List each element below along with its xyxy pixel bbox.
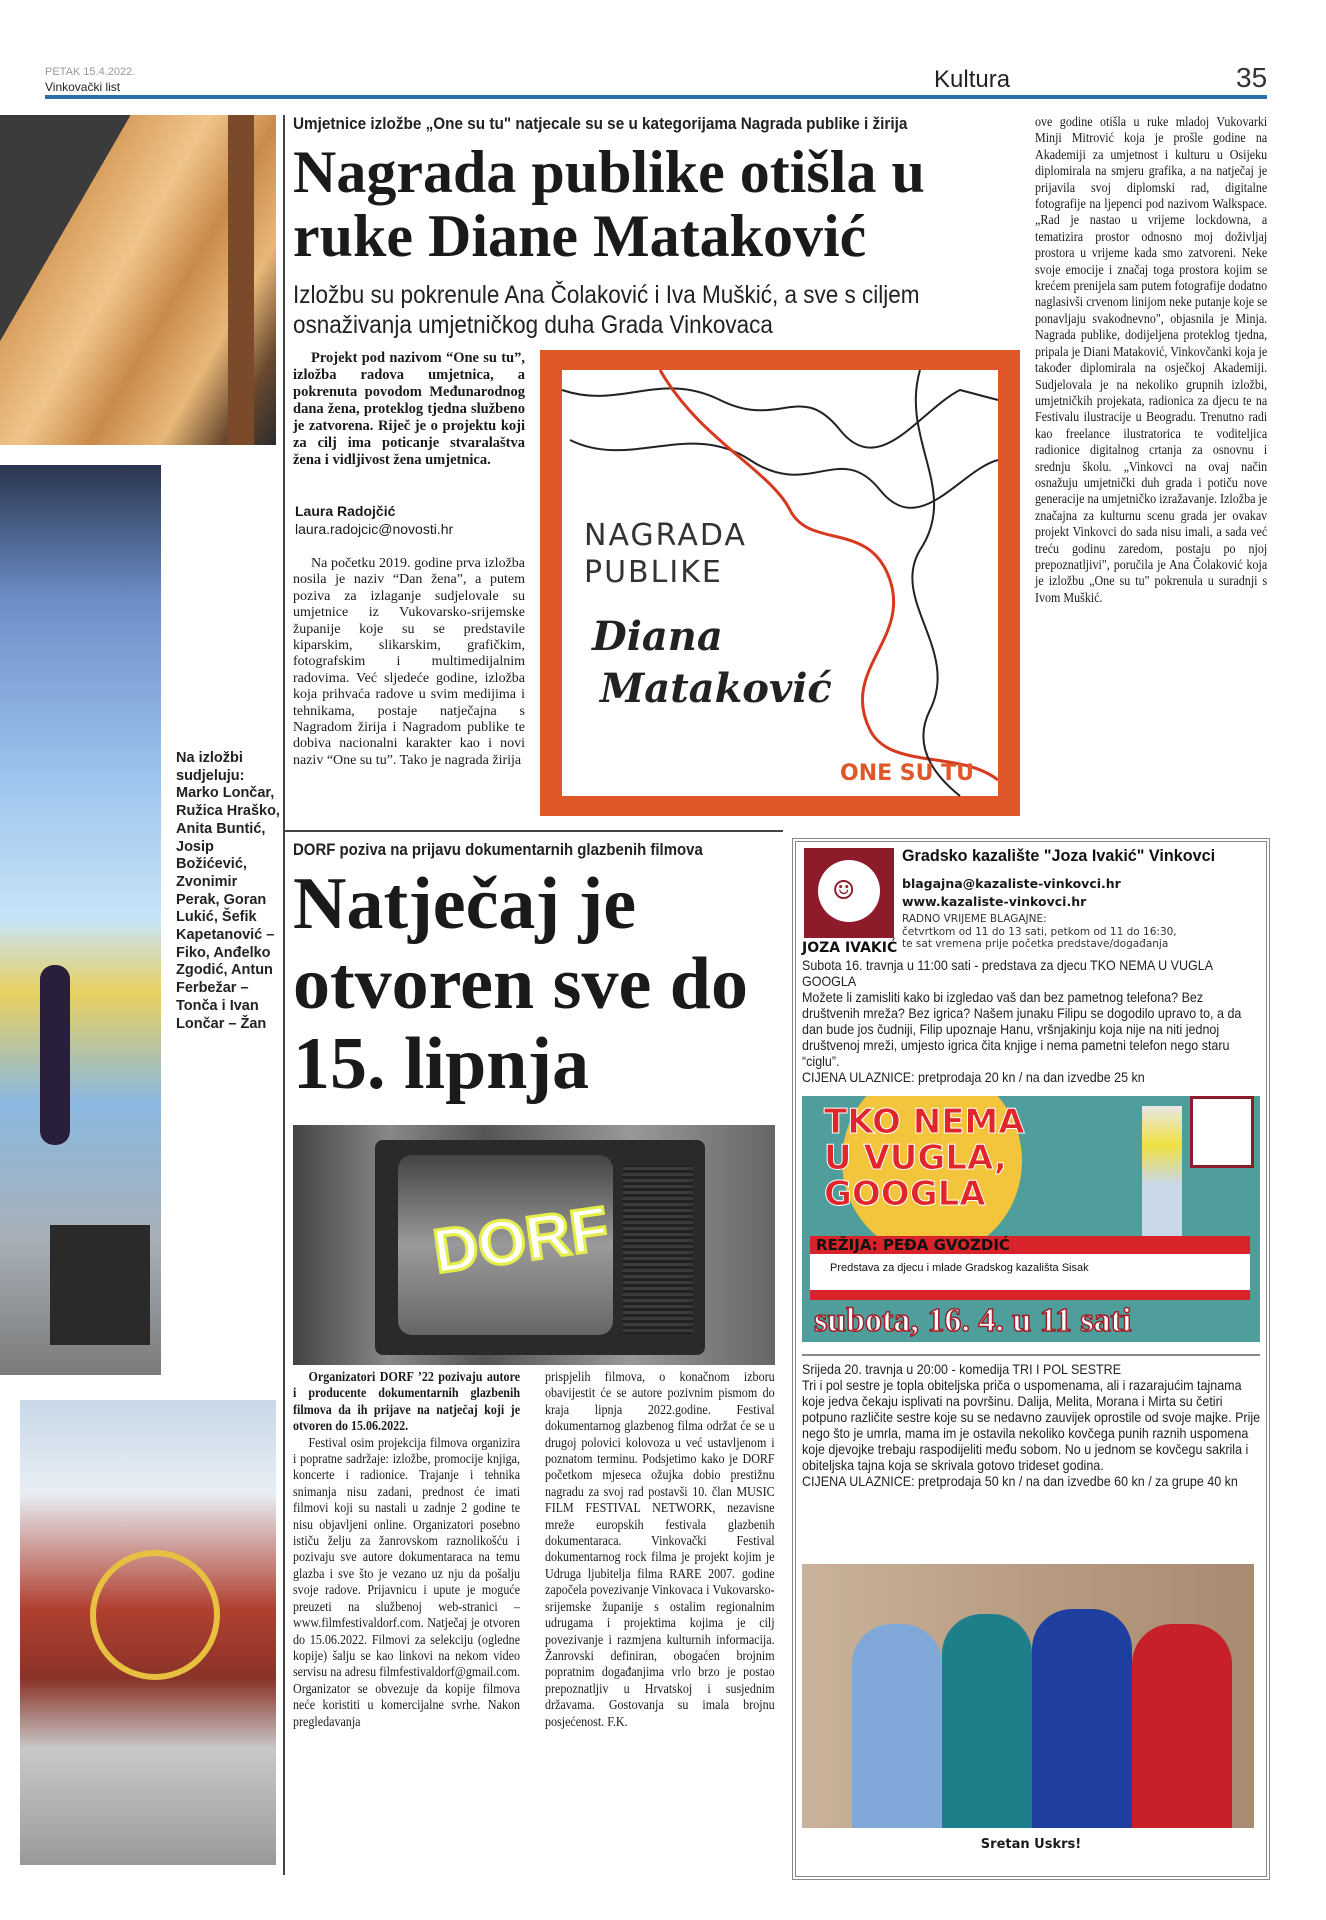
exhibitors-caption: Na izložbi sudjeluju: Marko Lončar, Ružica Hraško, Anita Buntić, Josip Božićević, Zvonimir Perak, Goran Lukić, Šefik Kapetanović – Fiko, Anđelko Zgodić, Antun Ferbežar – Tonča i Ivan Lončar – Žan [176,750,280,1032]
poster-footer: ONE SU TU [840,761,975,786]
article1-subhead: Izložbu su pokrenule Ana Čolaković i Iva Muškić, a sve s ciljem osnaživanja umjetničkog duha Grada Vinkovaca [293,281,920,339]
poster-title-line2: PUBLIKE [584,555,723,590]
event2-description: Tri i pol sestre je topla obiteljska priča o uspomenama, ali i razarajućim tajnama koje jedva čekaju isplivati na površinu. Dalija, Melita, Morana i Mirta su četiri potpuno različite sestre koje su se nedavno zauvijek oprostile od svoje majke. Prije nego što je umrla, mama im je ostavila nekoliko kovčega punih raznih uspomena koje djevojke trebaju raspodijeliti među sobom. No u jednom se kovčegu sakrila i obiteljska tajna koja se skrivala gotovo trideset godina. [802,1378,1261,1473]
guitar-photo [0,115,276,445]
section-divider [283,830,783,832]
nagrada-publike-poster [540,350,1020,816]
stage-photo [0,465,161,1375]
issue-date: PETAK 15.4.2022. [45,66,136,78]
box-office-label: RADNO VRIJEME BLAGAJNE: [902,913,1047,925]
theatre-email[interactable]: blagajna@kazaliste-vinkovci.hr [902,876,1121,891]
three-and-half-sisters-photo [802,1564,1254,1828]
art-club-photo [20,1400,276,1865]
article1-body-col2 [1035,115,1267,607]
article1-headline: Nagrada publike otišla u ruke Diane Mataković [293,139,925,269]
theatre-logo: ☺ [804,848,894,938]
paragraph: Festival osim projekcija filmova organizira i popratne sadržaje: izložbe, promocije knjiga, koncerte i radionice. Trajanje i tehnika snimanja nisu zadani, prednost će imati filmovi koji su nastali u zadnje 2 godine te nisu objavljeni online. Organizatori posebno ističu želju za žanrovskom raznolikošću i pozivaju sve autore dokumentaraca na temu glazba i sve što je vezano uz nju da pošalju svoje radove. Prijavnicu i upute je moguće preuzeti na službenoj web-stranici – www.filmfestivaldorf.com. Natječaj je otvoren do 15.06.2022. Filmovi za selekciju (ogledne kopije) šalju se kao linkovi na nekom video servisu na adresu filmfestivaldorf@gmail.com. Organizator se obvezuje da kopije filmova neće koristiti u komercijalne svrhe. Nakon pregledavanja [293,1435,521,1730]
paragraph: prispjelih filmova, o konačnom izboru obavijestit će se autore pozivnim pismom do kraja lipnja 2022.godine. Festival dokumentarnog glazbenog filma održat će se u drugoj polovici kolovoza u već ustavljenom i poznatom terminu. Podsjetimo kako je DORF početkom mjeseca ožujka dobio prestižnu nagradu za svoj rad postavši 10. član MUSIC FILM FESTIVAL NETWORK, nezavisne mreže europskih festivala glazbenih dokumentaraca. Vinkovački Festival dokumentarnog rock filma je projekt kojim je Udruga ljubitelja filma RARE 2007. godine započela povezivanje Vinkovaca i Vukovarsko-srijemske županije s ostalim regionalnim udrugama i projektima kojima je cilj povezivanje i razmjena kulturnih informacija. Žanrovski definiran, obogaćen brojnim popratnim događanjima vrlo brzo je postao prepoznatljiv u Hrvatskoj i susjednim državama. Gostovanja su imala brojnu posjećenost. F.K. [545,1370,775,1730]
paragraph: ove godine otišla u ruke mladoj Vukovarki Minji Mitrović koja je prošle godine na Akademiji za umjetnost i kulturu u Osijeku diplomirala na smjeru grafika, a na natječaj je prijavila svoj diplomski rad, digitalne fotografije na ljepenci pod nazivom Walkspace. „Rad je nastao u vrijeme lockdowna, a tematizira prostor odnosno moj doživljaj prostora u vrijeme kada smo zatvoreni. Neke svoje emocije i značaj toga prostora kojim se krećem prenijela sam putem fotografije dodatno naglasivši crvenom linijom neke putanje koje se ponavljaju svakodnevno", objasnila je Minja. Nagrada publike, dodijeljena proteklog tjedna, pripala je Diani Mataković, Vinkovčanki koja je također diplomirala na osječkoj Akademiji. Sudjelovala je na nekoliko grupnih izložbi, umjetničkih projekata, radionica za djecu te na Festivalu ilustracije u Beogradu. Trenutno radi kao freelance ilustratorica te voditeljica radionice digitalnog crtanja za osnovnu i srednju školu. „Vinkovci na ovaj način osnažuju umjetnički duh grada i potiču nove generacije na umjetničko izražavanje. Izložba je značajna za kulturnu scenu grada jer ovakav projekt Vinkovci do sada nisu imali, a sada već treću godinu zaredom, postaju po njoj prepoznatljivi", poručila je Ana Čolaković koja je izložbu „One su tu" pokrenula u suradnji s Ivom Muškić. [1035,115,1268,606]
theatre-website[interactable]: www.kazaliste-vinkovci.hr [902,894,1087,909]
poster-date: subota, 16. 4. u 11 sati [814,1302,1132,1339]
author-email[interactable]: laura.radojcic@novosti.hr [295,521,454,537]
dorf-tv-photo [293,1125,775,1365]
event2-title: Srijeda 20. travnja u 20:00 - komedija TRI I POL SESTRE [802,1362,1122,1377]
theatre-title: Gradsko kazalište "Joza Ivakić" Vinkovci [902,846,1216,865]
article1-kicker: Umjetnice izložbe „One su tu" natjecale su se u kategorijama Nagrada publike i žirija [293,114,908,133]
article2-lead: Organizatori DORF ’22 pozivaju autore i producente dokumentarnih glazbenih filmova da ih prijave na natječaj koji je otvoren do 15.06.2022. [293,1370,521,1435]
tko-nema-poster [802,1096,1260,1342]
poster-title-line: GOOGLA [824,1174,986,1214]
poster-title [824,1104,1025,1212]
article1-lead: Projekt pod nazivom “One su tu”, izložba radova umjetnica, a pokrenuta povodom Međunarodnog dana žena, proteklog tjedna službeno je zatvorena. Riječ je o projektu koji za cilj ima poticanje stvaralaštva žena i vidljivost žena umjetnica. [293,350,525,468]
event1-title: Subota 16. travnja u 11:00 sati - predstava za djecu TKO NEMA U VUGLA GOOGLA [802,958,1213,989]
photo-caption: Sretan Uskrs! [980,1837,1082,1852]
article2-headline: Natječaj je otvoren sve do 15. lipnja [293,863,748,1105]
poster-director: REŽIJA: PEĐA GVOZDIĆ [816,1236,1010,1254]
column-divider [283,115,285,1875]
poster-artist-last: Mataković [600,665,832,712]
article2-body-col2 [545,1370,775,1731]
newspaper-name: Vinkovački list [45,80,121,94]
poster-artist-first: Diana [592,613,723,660]
poster-title-line1: NAGRADA [584,518,747,553]
poster-title-line: U VUGLA, [824,1138,1007,1178]
dorf-logo: DORF [429,1194,613,1287]
event2 [802,1362,1262,1490]
author-name: Laura Radojčić [295,503,396,519]
article2-kicker: DORF poziva na prijavu dokumentarnih glazbenih filmova [293,840,703,859]
poster-subtitle: Predstava za djecu i mlade Gradskog kazališta Sisak [830,1262,1089,1274]
theatre-logo-small [1190,1096,1254,1168]
theatre-ad [792,838,1270,1880]
event1 [802,958,1262,1086]
event1-description: Možete li zamisliti kako bi izgledao vaš dan bez pametnog telefona? Bez društvenih mreža? Bez igrica? Našem junaku Filipu se dogodilo upravo to, a da dan bude jos čudniji, Filip upoznaje Hanu, vršnjakinju koja nije na niti jednoj društvenoj mreži, umjesto igrica čita knjige i nema pametni telefon nego staru “ciglu”. [802,990,1242,1069]
event1-price: CIJENA ULAZNICE: pretprodaja 20 kn / na dan izvedbe 25 kn [802,1070,1145,1085]
theatre-logo-text: JOZA IVAKIĆ [802,940,898,956]
box-office-hours: četvrtkom od 11 do 13 sati, petkom od 11 do 16:30, [902,926,1177,938]
article2-body-col1 [293,1370,520,1731]
article1-body-col1 [293,556,525,769]
event2-price: CIJENA ULAZNICE: pretprodaja 50 kn / na dan izvedbe 60 kn / za grupe 40 kn [802,1474,1238,1489]
poster-title-line: TKO NEMA [824,1102,1025,1142]
section-title: Kultura [934,66,1011,93]
paragraph: Na početku 2019. godine prva izložba nosila je naziv “Dan žena”, a putem poziva za izlaganje sudjelovale su umjetnice iz Vukovarsko-srijemske županije koje su se predstavile kiparskim, slikarskim, grafičkim, fotografskim i multimedijalnim radovima. Već sljedeće godine, izložba koja prihvaća radove u svim medijima i tehnikama, postaje natječajna s Nagradom žirija i Nagradom publike te dobiva nacionalni karakter kao i novi naziv “One su tu”. Tako je nagrada žirija [293,556,525,768]
page-number: 35 [1236,62,1268,93]
header-rule [45,95,1267,99]
box-office-note: te sat vremena prije početka predstave/događanja [902,938,1169,950]
